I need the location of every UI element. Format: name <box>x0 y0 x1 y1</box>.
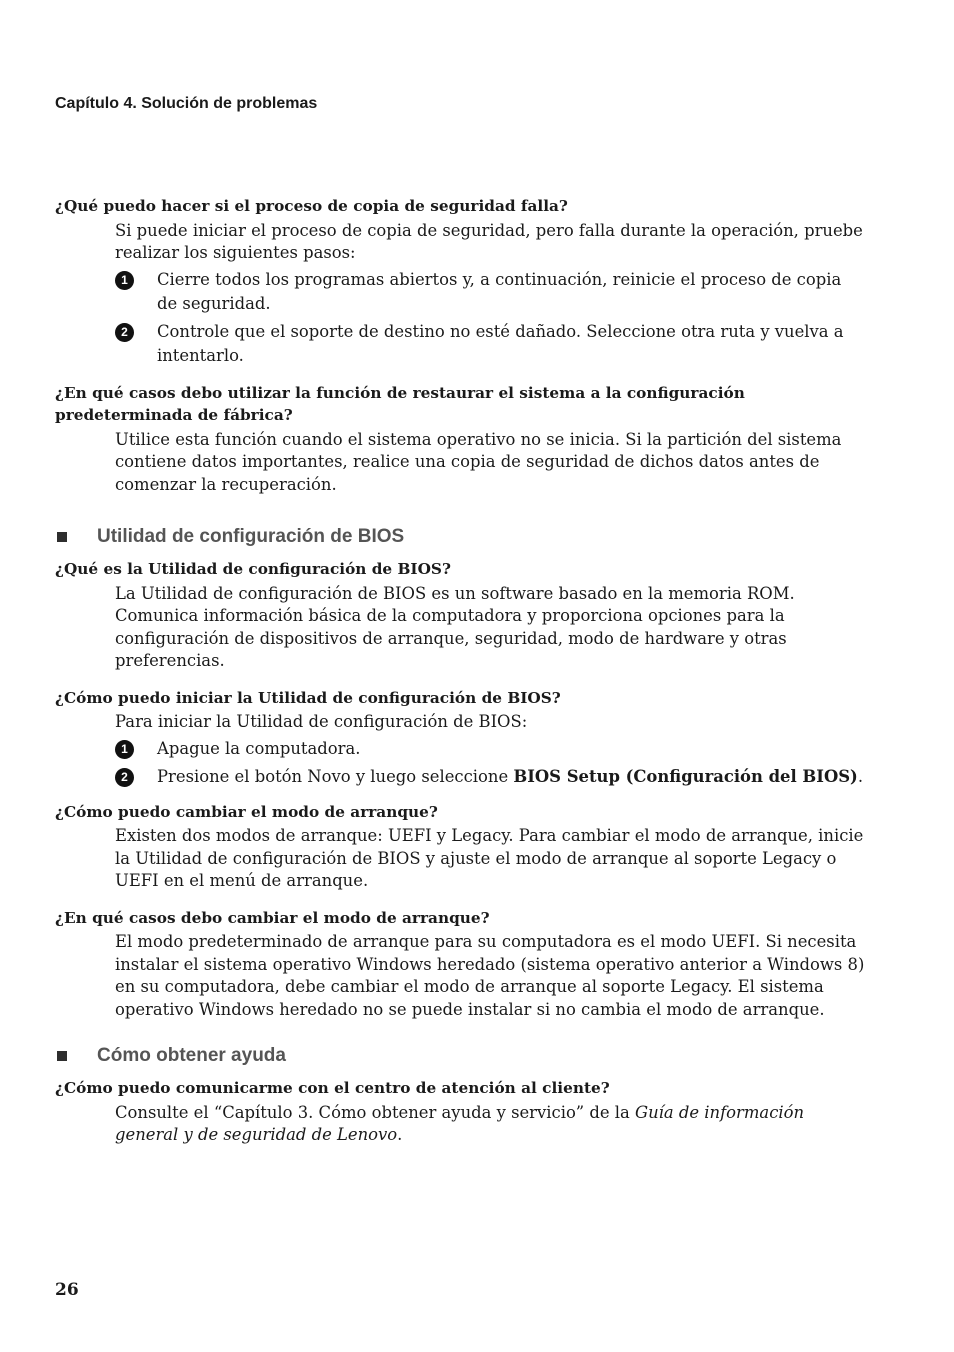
step-text-bold: BIOS Setup (Configuración del BIOS) <box>513 766 858 786</box>
step-number-badge: 2 <box>115 768 134 787</box>
section-title: Utilidad de configuración de BIOS <box>97 526 405 547</box>
step-number-badge: 1 <box>115 271 134 290</box>
square-bullet-icon <box>57 1051 67 1061</box>
page-number: 26 <box>55 1280 79 1300</box>
list-item <box>115 765 865 789</box>
step-text: Apague la computadora. <box>157 738 361 758</box>
chapter-header: Capítulo 4. Solución de problemas <box>55 95 318 112</box>
answer-factory-restore: Utilice esta función cuando el sistema operativo no se inicia. Si la partición del sistema contiene datos importantes, realice una copia de seguridad de dichos datos antes de comenzar la recuperación. <box>115 429 842 494</box>
answer-change-boot-mode: Existen dos modos de arranque: UEFI y Legacy. Para cambiar el modo de arranque, inicie la Utilidad de configuración de BIOS y ajuste el modo de arranque al soporte Legacy o UEFI en el menú de arranque. <box>115 826 864 890</box>
question-what-is-bios: ¿Qué es la Utilidad de configuración de BIOS? <box>55 560 451 578</box>
answer-backup-fails-intro: Si puede iniciar el proceso de copia de seguridad, pero falla durante la operación, pruebe realizar los siguientes pasos: <box>115 220 863 262</box>
answer-when-change-boot-mode: El modo predeterminado de arranque para su computadora es el modo UEFI. Si necesita instalar el sistema operativo Windows heredado (sistema operativo anterior a Windows 8) en su computadora, debe cambiar el modo de arranque al soporte Legacy. El sistema operativo Windows heredado no se puede instalar si no cambia el modo de arranque. <box>115 932 865 1019</box>
list-item <box>115 737 865 761</box>
list-item <box>115 320 865 368</box>
section-title: Cómo obtener ayuda <box>97 1045 286 1066</box>
answer-text-post: . <box>397 1125 403 1144</box>
answer-start-bios-intro: Para iniciar la Utilidad de configuración de BIOS: <box>115 712 528 731</box>
question-start-bios: ¿Cómo puedo iniciar la Utilidad de configuración de BIOS? <box>55 688 561 707</box>
section-heading-help <box>55 1045 865 1067</box>
question-change-boot-mode: ¿Cómo puedo cambiar el modo de arranque? <box>55 802 438 821</box>
question-contact-support: ¿Cómo puedo comunicarme con el centro de atención al cliente? <box>55 1079 610 1097</box>
step-text-post: . <box>857 766 864 786</box>
question-when-change-boot-mode: ¿En qué casos debo cambiar el modo de arranque? <box>55 908 490 927</box>
answer-what-is-bios: La Utilidad de configuración de BIOS es un software basado en la memoria ROM. Comunica información básica de la computadora y proporciona opciones para la configuración de dispositivos de arranque, seguridad, modo de hardware y otras preferencias. <box>115 583 795 670</box>
step-text-pre: Presione el botón Novo y luego seleccione <box>157 766 514 786</box>
question-backup-fails: ¿Qué puedo hacer si el proceso de copia de seguridad falla? <box>55 197 568 215</box>
step-number-badge: 2 <box>115 323 134 342</box>
answer-text-pre: Consulte el “Capítulo 3. Cómo obtener ayuda y servicio” de la <box>115 1102 636 1122</box>
answer-text-italic: Guía de información general y de seguridad de Lenovo <box>115 1102 805 1144</box>
section-heading-bios <box>55 526 865 548</box>
step-text: Controle que el soporte de destino no esté dañado. Seleccione otra ruta y vuelva a intentarlo. <box>157 321 844 365</box>
list-item <box>115 268 865 316</box>
page-content <box>55 195 865 1147</box>
question-factory-restore: ¿En qué casos debo utilizar la función de restaurar el sistema a la configuración predeterminada de fábrica? <box>55 383 745 424</box>
bios-steps-list <box>115 737 865 789</box>
square-bullet-icon <box>57 532 67 542</box>
step-number-badge: 1 <box>115 740 134 759</box>
backup-steps-list <box>115 268 865 368</box>
answer-contact-support <box>115 1102 865 1147</box>
step-text: Cierre todos los programas abiertos y, a continuación, reinicie el proceso de copia de seguridad. <box>157 269 842 313</box>
